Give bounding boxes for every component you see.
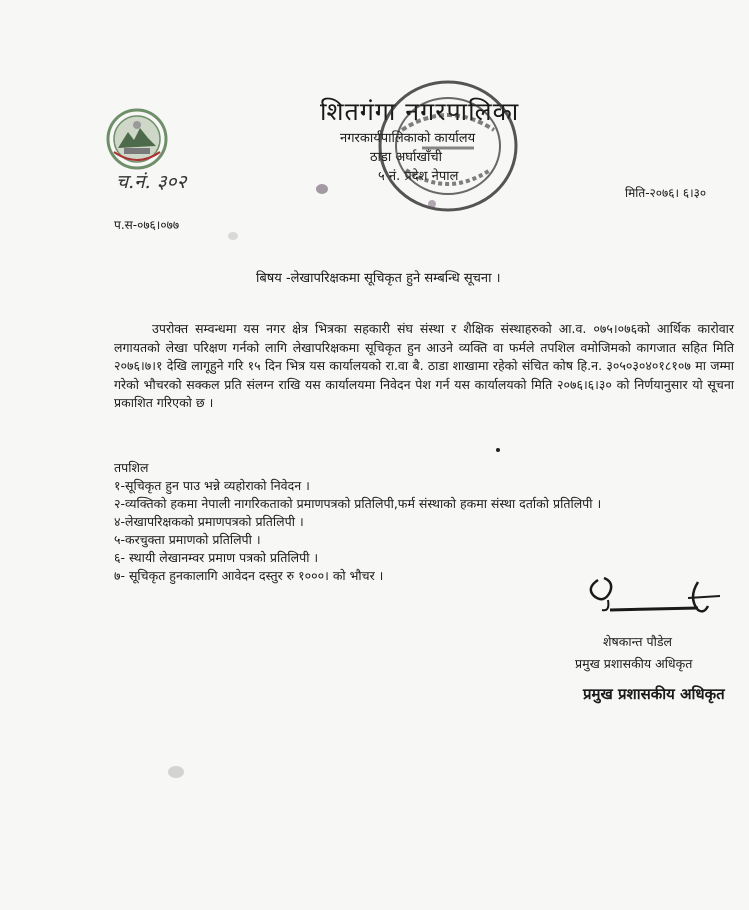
handwritten-signature-icon (580, 570, 730, 620)
list-item: २-व्यक्तिको हकमा नेपाली नागरिकताको प्रमाणपत्रको प्रतिलिपी,फर्म संस्थाको हकमा संस्था दर्ताको प्रतिलिपी । (114, 496, 602, 511)
signer-title: प्रमुख प्रशासकीय अधिकृत (575, 656, 693, 671)
scan-speck (428, 200, 436, 208)
fiscal-year: प.स-०७६।०७७ (114, 218, 180, 232)
subject-line: बिषय -लेखापरिक्षकमा सूचिकृत हुने सम्बन्धि सूचना । (256, 271, 501, 286)
list-item: ५-करचुक्ता प्रमाणको प्रतिलिपी । (114, 532, 261, 547)
scan-speck (228, 232, 238, 240)
list-item: ६- स्थायी लेखानम्वर प्रमाण पत्रको प्रतिलिपी । (114, 550, 319, 565)
body-paragraph: उपरोक्त सम्वन्धमा यस नगर क्षेत्र भित्रका सहकारी संघ संस्था र शैक्षिक संस्थाहरुको आ.व. ०७५।०७६को आर्थिक कारोवार लगायतको लेखा परिक्षण गर्नको लागि लेखापरिक्षकमा सूचिकृत हुन आउने व्यक्ति वा फर्मले तपशिल वमोजिमको कागजात सहित मिति २०७६।७।१ देखि लागूहुने गरि १५ दिन भित्र यस कार्यालयको रा.वा बै. ठाडा शाखामा रहेको संचित कोष हि.न. ३०५०३०४०१८१०७ मा जम्मा गरेको भौचरको सक्कल प्रति संलग्न राखि यस कार्यालयमा निवेदन पेश गर्न यस कार्यालयको मिति २०७६।६।३० को निर्णयानुसार यो सूचना प्रकाशित गरिएको छ । (114, 321, 734, 410)
list-heading: तपशिल (114, 460, 149, 475)
office-line-2: ठाडा अर्घाखाँची (370, 150, 442, 165)
org-name: शितगंगा नगरपालिका (320, 97, 520, 126)
list-item: ४-लेखापरिक्षकको प्रमाणपत्रको प्रतिलिपी । (114, 514, 304, 529)
designation-stamp: प्रमुख प्रशासकीय अधिकृत (583, 685, 725, 703)
scan-speck (496, 448, 500, 452)
scan-speck (316, 184, 328, 194)
scan-speck (168, 766, 184, 778)
office-round-stamp-icon (362, 70, 528, 218)
office-line-1: नगरकार्यपालिकाको कार्यालय (340, 131, 476, 146)
list-item: ७- सूचिकृत हुनकालागि आवेदन दस्तुर रु १०००। को भौचर । (114, 568, 384, 583)
signer-name: शेषकान्त पौडेल (603, 634, 673, 649)
reference-number: च.नं. ३०२ (116, 171, 187, 193)
letter-date: मिति-२०७६। ६।३० (625, 186, 707, 200)
office-line-3: ५ नं. प्रदेश नेपाल (378, 169, 459, 184)
requirements-list (114, 477, 736, 585)
list-item: १-सूचिकृत हुन पाउ भन्ने व्यहोराको निवेदन । (114, 478, 310, 493)
nepal-emblem-icon (106, 108, 168, 170)
